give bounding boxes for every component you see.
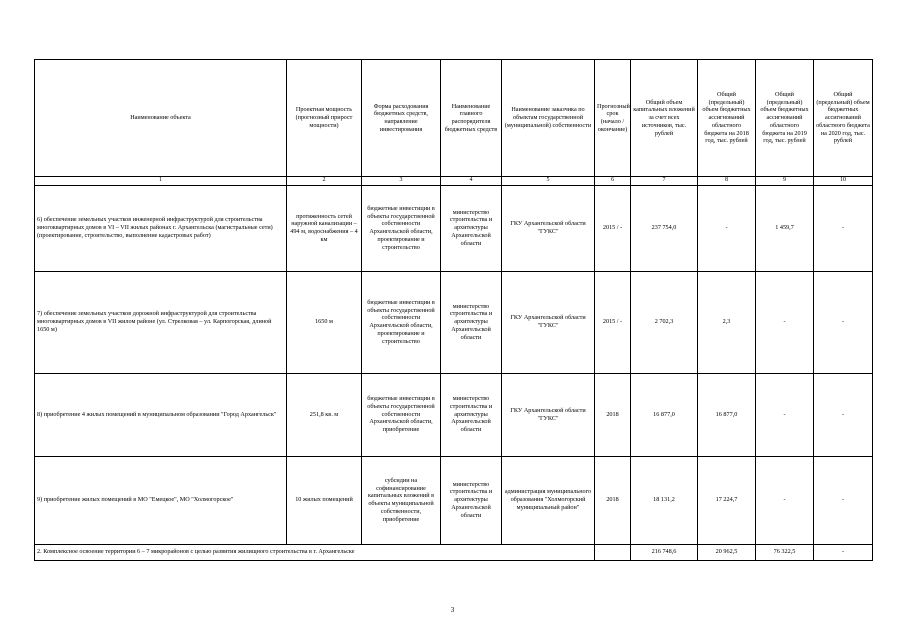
summary-y2020: - [814, 544, 873, 560]
manager-cell: министерство строительства и архитектуры Архангельской области [441, 456, 502, 544]
summary-y2018: 20 962,5 [698, 544, 756, 560]
header-2018: Общий (предельный) объем бюджетных ассигнований областного бюджета на 2018 год, тыс. рублей [698, 60, 756, 177]
summary-row [35, 544, 873, 560]
term-cell: 2015 / - [595, 185, 631, 271]
y2020-cell: - [814, 373, 873, 456]
capacity-cell: протяженность сетей наружной канализации – 494 м, водоснабжения – 4 км [287, 185, 362, 271]
table-row [35, 373, 873, 456]
summary-total: 216 748,6 [631, 544, 698, 560]
column-number: 5 [502, 177, 595, 186]
summary-term-cell [595, 544, 631, 560]
column-number: 3 [362, 177, 441, 186]
column-number: 6 [595, 177, 631, 186]
total-cell: 237 754,0 [631, 185, 698, 271]
summary-y2019: 76 322,5 [756, 544, 814, 560]
column-number-row [35, 177, 873, 186]
header-capacity: Проектная мощность (прогнозный прирост мощности) [287, 60, 362, 177]
term-cell: 2018 [595, 373, 631, 456]
y2018-cell: 17 224,7 [698, 456, 756, 544]
total-cell: 16 877,0 [631, 373, 698, 456]
column-number: 9 [756, 177, 814, 186]
capacity-cell: 1650 м [287, 271, 362, 373]
customer-cell: ГКУ Архангельской области "ГУКС" [502, 271, 595, 373]
table-row [35, 271, 873, 373]
header-total: Общий объем капитальных вложений за счет всех источников, тыс. рублей [631, 60, 698, 177]
column-number: 8 [698, 177, 756, 186]
header-object-name: Наименование объекта [35, 60, 287, 177]
y2018-cell: 16 877,0 [698, 373, 756, 456]
header-term: Прогнозный срок (начало / окончание) [595, 60, 631, 177]
manager-cell: министерство строительства и архитектуры Архангельской области [441, 185, 502, 271]
table-row [35, 456, 873, 544]
object-name-cell: 6) обеспечение земельных участков инженерной инфраструктурой для строительства многоквартирных домов в VI – VII жилых районах г. Архангельска (магистральные сети) (проектирование, строительство, выполнение кадастровых работ) [35, 185, 287, 271]
column-number: 1 [35, 177, 287, 186]
form-cell: бюджетные инвестиции в объекты государственной собственности Архангельской области, приобретение [362, 373, 441, 456]
header-customer: Наименование заказчика по объектам государственной (муниципальной) собственности [502, 60, 595, 177]
object-name-cell: 8) приобретение 4 жилых помещений в муниципальном образовании "Город Архангельск" [35, 373, 287, 456]
term-cell: 2015 / - [595, 271, 631, 373]
summary-label: 2. Комплексное освоение территории 6 – 7 микрорайонов с целью развития жилищного строительства в г. Архангельске [35, 544, 595, 560]
budget-table [34, 59, 873, 561]
term-cell: 2018 [595, 456, 631, 544]
customer-cell: администрация муниципального образования "Холмогорский муниципальный район" [502, 456, 595, 544]
y2020-cell: - [814, 185, 873, 271]
total-cell: 2 702,3 [631, 271, 698, 373]
form-cell: бюджетные инвестиции в объекты государственной собственности Архангельской области, проектирование и строительство [362, 271, 441, 373]
y2018-cell: - [698, 185, 756, 271]
column-number: 10 [814, 177, 873, 186]
form-cell: субсидии на софинансирование капитальных вложений в объекты муниципальной собственности, приобретение [362, 456, 441, 544]
y2019-cell: - [756, 456, 814, 544]
page-number: 3 [450, 606, 455, 614]
y2018-cell: 2,3 [698, 271, 756, 373]
header-2020: Общий (предельный) объем бюджетных ассигнований областного бюджета на 2020 год, тыс. рублей [814, 60, 873, 177]
y2020-cell: - [814, 271, 873, 373]
y2020-cell: - [814, 456, 873, 544]
table-row [35, 185, 873, 271]
manager-cell: министерство строительства и архитектуры Архангельской области [441, 373, 502, 456]
object-name-cell: 9) приобретение жилых помещений в МО "Емецкое", МО "Холмогорское" [35, 456, 287, 544]
header-manager: Наименование главного распорядителя бюджетных средств [441, 60, 502, 177]
y2019-cell: - [756, 373, 814, 456]
capacity-cell: 10 жилых помещений [287, 456, 362, 544]
customer-cell: ГКУ Архангельской области "ГУКС" [502, 373, 595, 456]
manager-cell: министерство строительства и архитектуры Архангельской области [441, 271, 502, 373]
header-2019: Общий (предельный) объем бюджетных ассигнований областного бюджета на 2019 год, тыс. рублей [756, 60, 814, 177]
header-form: Форма расходования бюджетных средств, направление инвестирования [362, 60, 441, 177]
y2019-cell: 1 459,7 [756, 185, 814, 271]
column-number: 2 [287, 177, 362, 186]
capacity-cell: 251,8 кв. м [287, 373, 362, 456]
column-number: 7 [631, 177, 698, 186]
y2019-cell: - [756, 271, 814, 373]
object-name-cell: 7) обеспечение земельных участков дорожной инфраструктурой для строительства многоквартирных домов в VII жилом районе (ул. Стрелковая – ул. Карпогорская, длиной 1650 м) [35, 271, 287, 373]
form-cell: бюджетные инвестиции в объекты государственной собственности Архангельской области, проектирование и строительство [362, 185, 441, 271]
total-cell: 18 131,2 [631, 456, 698, 544]
table-header-row [35, 60, 873, 177]
customer-cell: ГКУ Архангельской области "ГУКС" [502, 185, 595, 271]
column-number: 4 [441, 177, 502, 186]
